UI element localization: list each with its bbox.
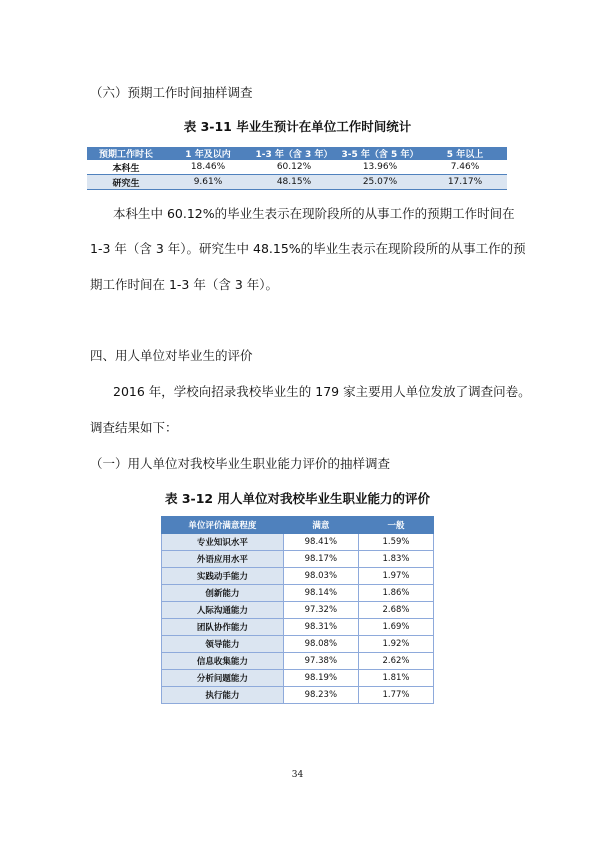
table-row bbox=[87, 160, 507, 175]
table-cell: 98.08% bbox=[283, 636, 358, 653]
row-label: 创新能力 bbox=[162, 585, 284, 602]
table-header-cell: 满意 bbox=[283, 517, 358, 534]
table-cell: 98.19% bbox=[283, 670, 358, 687]
table-header-cell: 3-5 年（含 5 年） bbox=[337, 147, 423, 160]
table-cell: 97.32% bbox=[283, 602, 358, 619]
paragraph-line: 本科生中 60.12%的毕业生表示在现阶段所的从事工作的预期工作时间在 bbox=[113, 206, 515, 221]
table-cell: 97.38% bbox=[283, 653, 358, 670]
row-label: 本科生 bbox=[87, 160, 165, 175]
table-cell: 9.61% bbox=[165, 175, 251, 190]
table-cell: 1.83% bbox=[358, 551, 433, 568]
table-row bbox=[162, 585, 434, 602]
table-row bbox=[162, 619, 434, 636]
table-cell: 60.12% bbox=[251, 160, 337, 175]
table-row bbox=[162, 568, 434, 585]
row-label: 分析问题能力 bbox=[162, 670, 284, 687]
row-label: 团队协作能力 bbox=[162, 619, 284, 636]
table-cell: 7.46% bbox=[423, 160, 507, 175]
table-row bbox=[162, 653, 434, 670]
table-header-cell: 1-3 年（含 3 年） bbox=[251, 147, 337, 160]
row-label: 实践动手能力 bbox=[162, 568, 284, 585]
row-label: 研究生 bbox=[87, 175, 165, 190]
table-header-cell: 预期工作时长 bbox=[87, 147, 165, 160]
table-cell: 98.31% bbox=[283, 619, 358, 636]
table-row bbox=[162, 551, 434, 568]
paragraph-line: 1-3 年（含 3 年）。研究生中 48.15%的毕业生表示在现阶段所的从事工作的预 bbox=[90, 241, 526, 256]
table-caption-3-12: 表 3-12 用人单位对我校毕业生职业能力的评价 bbox=[165, 491, 430, 506]
table-row bbox=[162, 534, 434, 551]
row-label: 专业知识水平 bbox=[162, 534, 284, 551]
table-cell: 17.17% bbox=[423, 175, 507, 190]
row-label: 外语应用水平 bbox=[162, 551, 284, 568]
table-cell: 1.92% bbox=[358, 636, 433, 653]
table-header-cell: 单位评价满意程度 bbox=[162, 517, 284, 534]
table-cell: 25.07% bbox=[337, 175, 423, 190]
row-label: 领导能力 bbox=[162, 636, 284, 653]
paragraph-line: 调查结果如下： bbox=[90, 420, 178, 435]
table-header-cell: 1 年及以内 bbox=[165, 147, 251, 160]
table-cell: 13.96% bbox=[337, 160, 423, 175]
table-cell: 98.14% bbox=[283, 585, 358, 602]
paragraph-line: 2016 年，学校向招录我校毕业生的 179 家主要用人单位发放了调查问卷。 bbox=[113, 384, 531, 399]
table-cell: 48.15% bbox=[251, 175, 337, 190]
table-caption-3-11: 表 3-11 毕业生预计在单位工作时间统计 bbox=[183, 119, 412, 134]
table-cell: 2.68% bbox=[358, 602, 433, 619]
page-number: 34 bbox=[291, 770, 304, 780]
table-row bbox=[87, 175, 507, 190]
section-heading-6: （六）预期工作时间抽样调查 bbox=[90, 85, 253, 100]
table-header-cell: 5 年以上 bbox=[423, 147, 507, 160]
table-row bbox=[162, 670, 434, 687]
table-3-11 bbox=[87, 147, 507, 190]
table-row bbox=[162, 636, 434, 653]
row-label: 人际沟通能力 bbox=[162, 602, 284, 619]
subsection-heading-1: （一）用人单位对我校毕业生职业能力评价的抽样调查 bbox=[90, 456, 391, 471]
table-cell: 98.03% bbox=[283, 568, 358, 585]
row-label: 信息收集能力 bbox=[162, 653, 284, 670]
table-cell: 1.59% bbox=[358, 534, 433, 551]
table-cell: 2.62% bbox=[358, 653, 433, 670]
table-cell: 98.23% bbox=[283, 687, 358, 704]
table-cell: 1.77% bbox=[358, 687, 433, 704]
table-cell: 98.17% bbox=[283, 551, 358, 568]
table-row bbox=[162, 602, 434, 619]
table-cell: 98.41% bbox=[283, 534, 358, 551]
row-label: 执行能力 bbox=[162, 687, 284, 704]
paragraph-line: 期工作时间在 1-3 年（含 3 年）。 bbox=[90, 277, 279, 292]
table-cell: 18.46% bbox=[165, 160, 251, 175]
section-heading-4: 四、用人单位对毕业生的评价 bbox=[90, 348, 253, 363]
table-cell: 1.97% bbox=[358, 568, 433, 585]
table-cell: 1.69% bbox=[358, 619, 433, 636]
table-row bbox=[162, 687, 434, 704]
table-header-cell: 一般 bbox=[358, 517, 433, 534]
table-cell: 1.86% bbox=[358, 585, 433, 602]
table-cell: 1.81% bbox=[358, 670, 433, 687]
table-3-12 bbox=[161, 516, 434, 704]
